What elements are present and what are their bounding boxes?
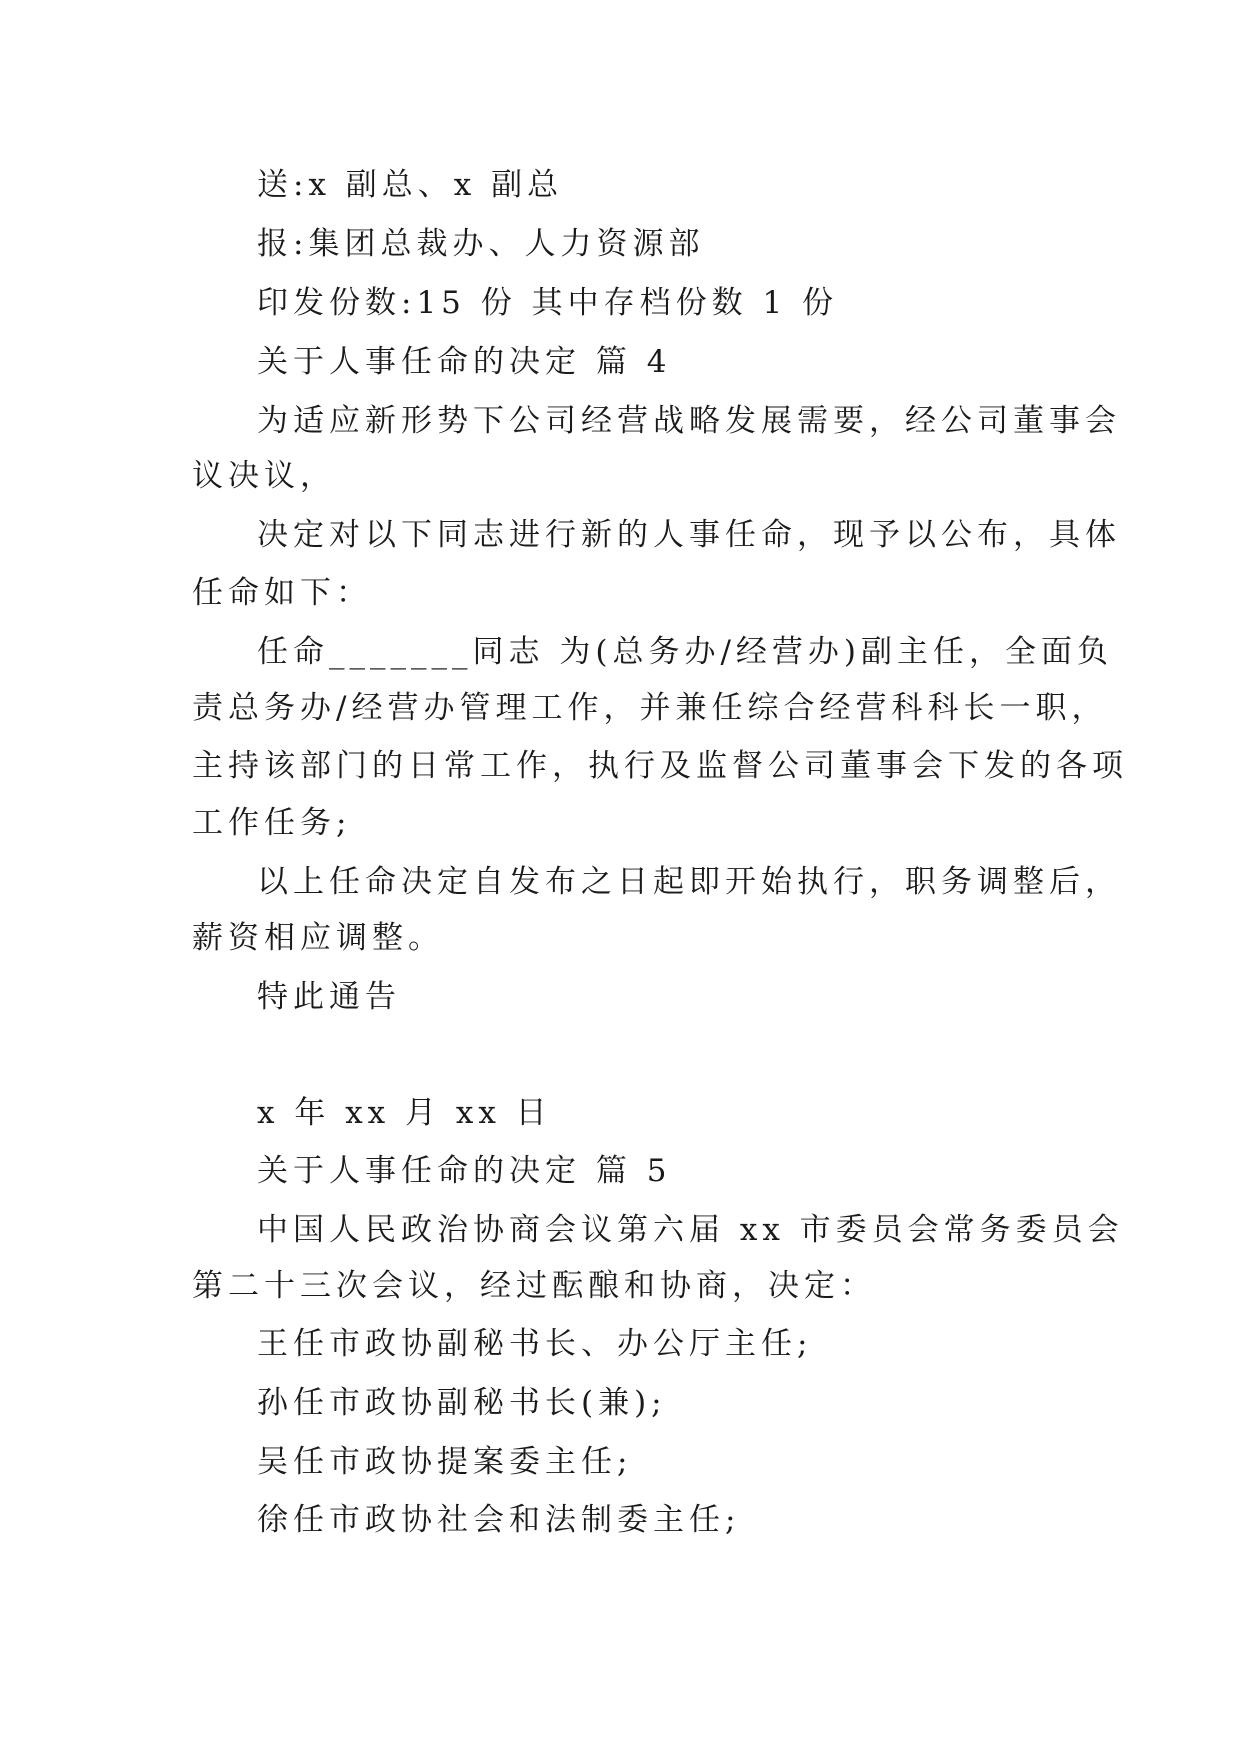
appointment-line: 吴任市政协提案委主任;	[257, 1444, 633, 1480]
paragraph-line: 主持该部门的日常工作，执行及监督公司董事会下发的各项	[192, 748, 1128, 784]
appointment-line: 徐任市政协社会和法制委主任;	[257, 1502, 741, 1538]
paragraph-line: 以上任命决定自发布之日起即开始执行，职务调整后，	[257, 864, 1121, 900]
section-title-5: 关于人事任命的决定 篇 5	[257, 1153, 672, 1189]
paragraph-line: 议决议，	[192, 458, 336, 494]
appointment-line: 孙任市政协副秘书长(兼);	[257, 1385, 667, 1421]
copies-line: 印发份数:15 份 其中存档份数 1 份	[257, 285, 839, 321]
paragraph-line: 薪资相应调整。	[192, 920, 444, 956]
report-line: 报:集团总裁办、人力资源部	[257, 226, 705, 262]
paragraph-line: 任命_______同志 为(总务办/经营办)副主任，全面负	[257, 634, 1113, 670]
closing-line: 特此通告	[257, 979, 401, 1015]
paragraph-line: 中国人民政治协商会议第六届 xx 市委员会常务委员会	[257, 1212, 1124, 1248]
paragraph-line: 决定对以下同志进行新的人事任命，现予以公布，具体	[257, 517, 1121, 553]
paragraph-line: 责总务办/经营办管理工作，并兼任综合经营科科长一职，	[192, 690, 1108, 726]
paragraph-line: 任命如下：	[192, 575, 372, 611]
cc-line: 送:x 副总、x 副总	[257, 167, 564, 203]
paragraph-line: 第二十三次会议，经过酝酿和协商，决定：	[192, 1268, 876, 1304]
paragraph-line: 工作任务;	[192, 805, 352, 841]
date-line: x 年 xx 月 xx 日	[257, 1095, 552, 1131]
paragraph-line: 为适应新形势下公司经营战略发展需要，经公司董事会	[257, 403, 1121, 439]
section-title-4: 关于人事任命的决定 篇 4	[257, 344, 672, 380]
appointment-line: 王任市政协副秘书长、办公厅主任;	[257, 1326, 813, 1362]
